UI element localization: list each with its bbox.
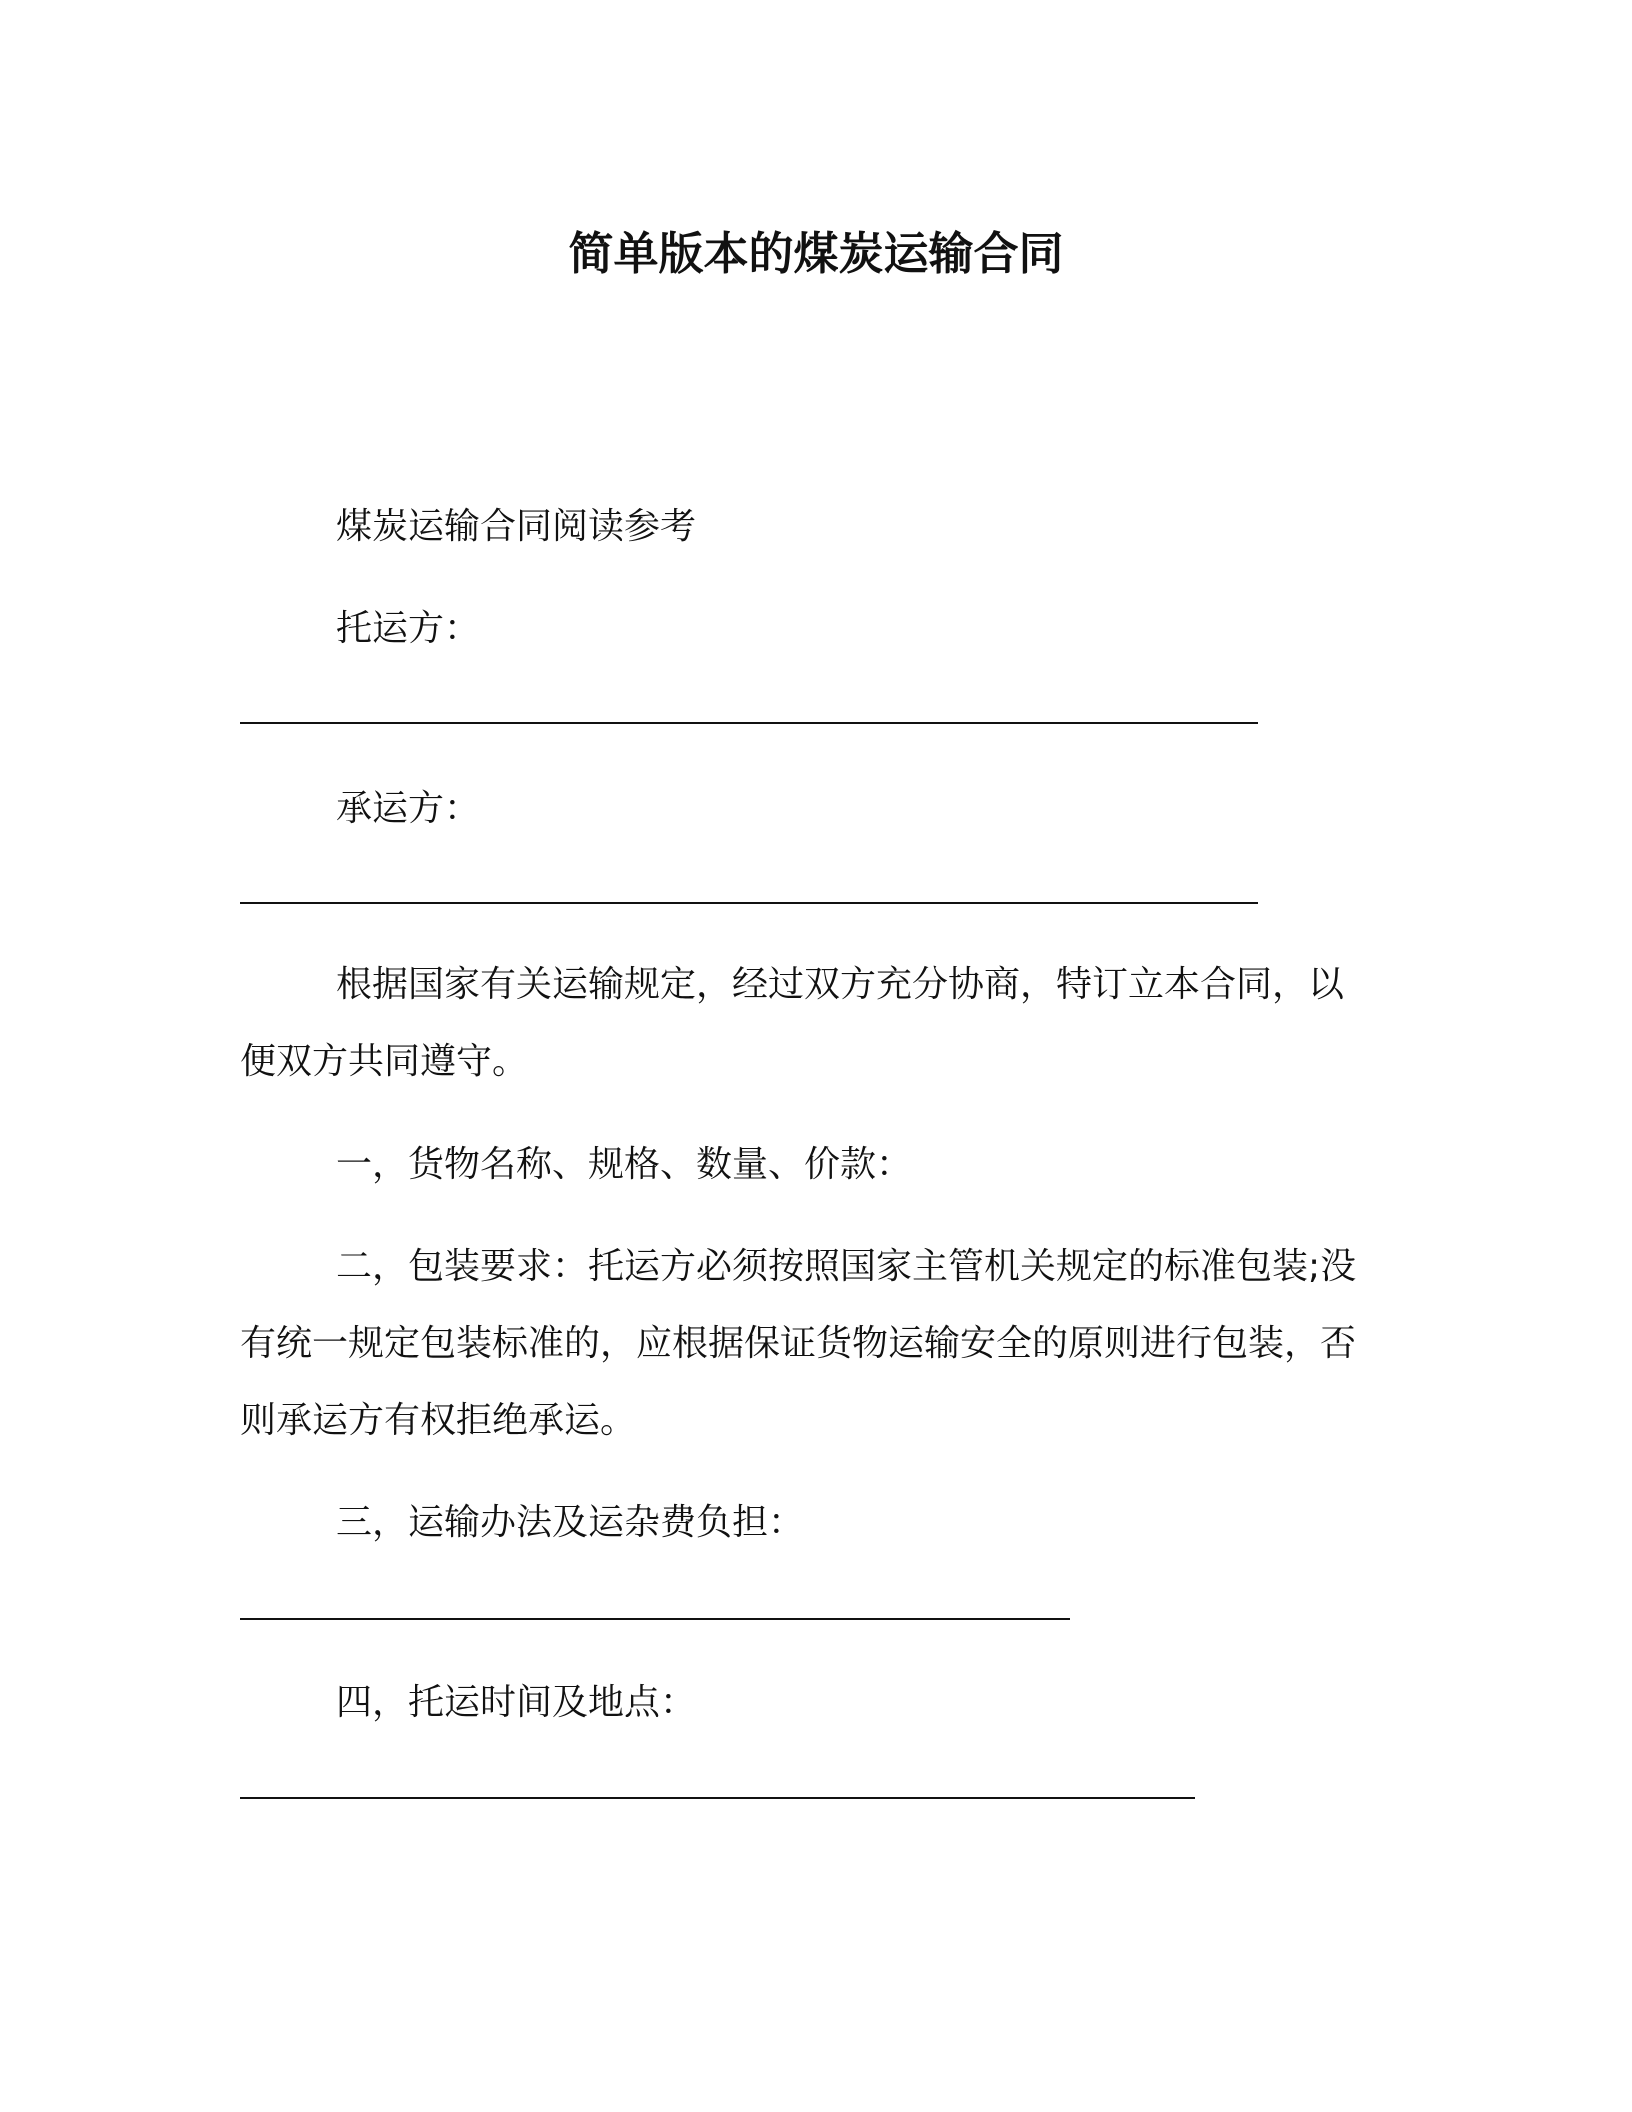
subtitle: 煤炭运输合同阅读参考 — [336, 506, 697, 547]
clause-4-blank-line — [240, 1797, 1195, 1799]
clause-4: 四，托运时间及地点： — [336, 1682, 697, 1723]
carrier-blank-line — [240, 902, 1258, 904]
shipper-label: 托运方： — [336, 608, 481, 649]
clause-1: 一，货物名称、规格、数量、价款： — [336, 1144, 913, 1185]
clause-3-blank-line — [240, 1618, 1070, 1620]
carrier-label: 承运方： — [336, 788, 481, 829]
preamble-paragraph: 根据国家有关运输规定，经过双方充分协商，特订立本合同，以便双方共同遵守。 — [240, 964, 1345, 1082]
shipper-blank-line — [240, 722, 1258, 724]
clause-3: 三，运输办法及运杂费负担： — [336, 1502, 805, 1543]
clause-2: 二，包装要求：托运方必须按照国家主管机关规定的标准包装;没有统一规定包装标准的，应根据保证货物运输安全的原则进行包装，否则承运方有权拒绝承运。 — [240, 1246, 1357, 1441]
document-title: 简单版本的煤炭运输合同 — [568, 227, 1064, 280]
